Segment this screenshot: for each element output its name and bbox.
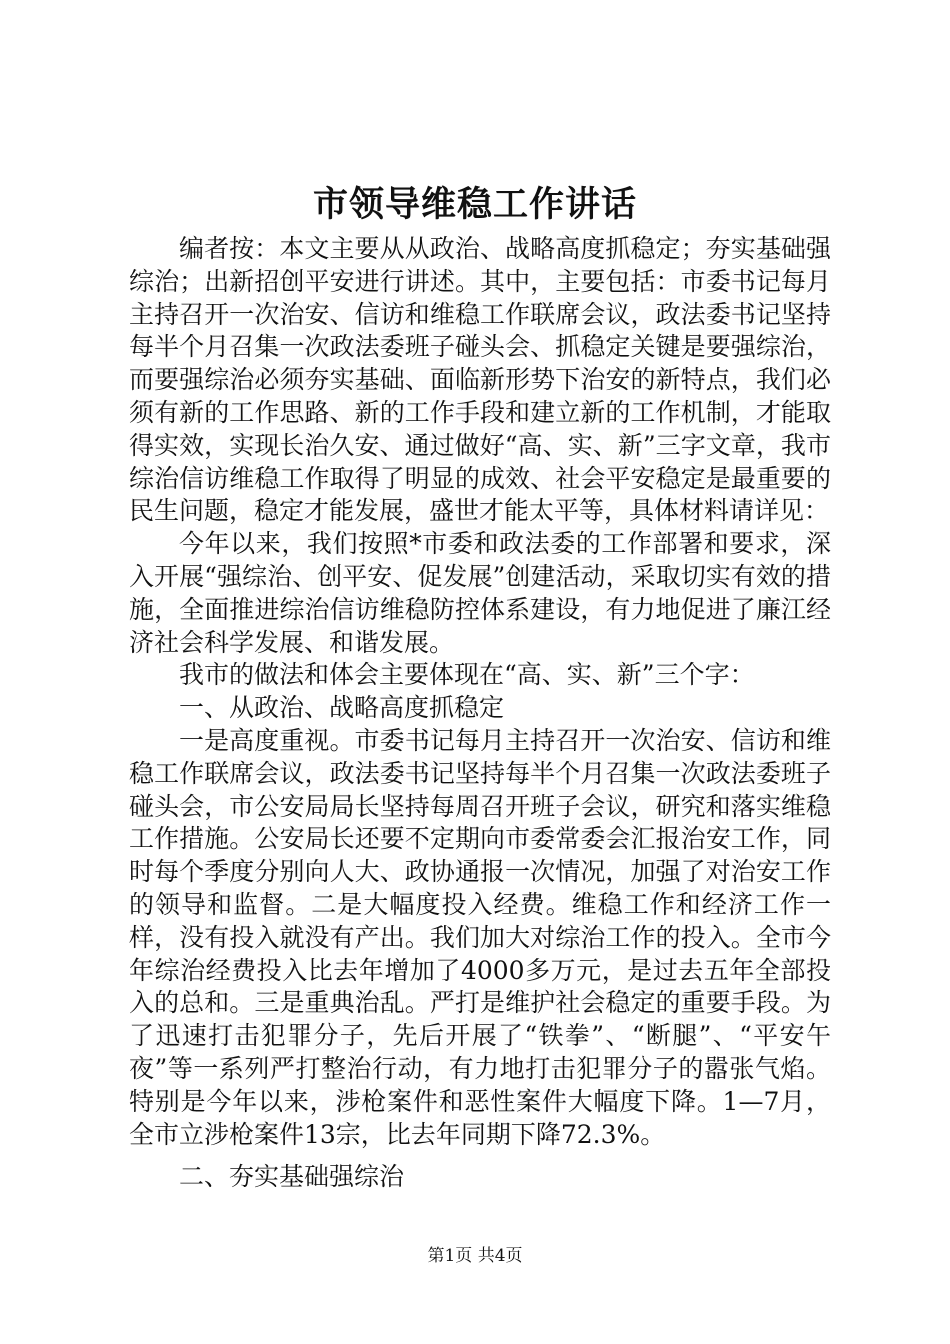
editor-note-paragraph: 编者按：本文主要从从政治、战略高度抓稳定；夯实基础强综治；出新招创平安进行讲述。其中，主要包括：市委书记每月主持召开一次治安、信访和维稳工作联席会议，政法委书记坚持每半个月召集一次政法委班子碰头会、抓稳定关键是要强综治，而要强综治必须夯实基础、面临新形势下治安的新特点，我们必须有新的工作思路、新的工作手段和建立新的工作机制，才能取得实效，实现长治久安、通过做好“高、实、新”三字文章，我市综治信访维稳工作取得了明显的成效、社会平安稳定是最重要的民生问题，稳定才能发展，盛世才能太平等，具体材料请详见： [129, 234, 831, 526]
section-heading-2: 二、夯实基础强综治 [179, 1162, 405, 1192]
summary-paragraph: 我市的做法和体会主要体现在“高、实、新”三个字： [179, 660, 755, 690]
section-heading-1: 一、从政治、战略高度抓稳定 [179, 693, 505, 723]
page-footer: 第1页 共4页 [427, 1246, 523, 1266]
section-1-paragraph: 一是高度重视。市委书记每月主持召开一次治安、信访和维稳工作联席会议，政法委书记坚持每半个月召集一次政法委班子碰头会，市公安局局长坚持每周召开班子会议，研究和落实维稳工作措施。公安局长还要不定期向市委常委会汇报治安工作，同时每个季度分别向人大、政协通报一次情况，加强了对治安工作的领导和监督。二是大幅度投入经费。维稳工作和经济工作一样，没有投入就没有产出。我们加大对综治工作的投入。全市今年综治经费投入比去年增加了4000多万元，是过去五年全部投入的总和。三是重典治乱。严打是维护社会稳定的重要手段。为了迅速打击犯罪分子，先后开展了“铁拳”、“断腿”、“平安午夜”等一系列严打整治行动，有力地打击犯罪分子的嚣张气焰。特别是今年以来，涉枪案件和恶性案件大幅度下降。1—7月，全市立涉枪案件13宗，比去年同期下降72.3%。 [129, 725, 831, 1149]
document-title: 市领导维稳工作讲话 [312, 184, 637, 225]
document-body [129, 233, 831, 1194]
intro-paragraph: 今年以来，我们按照*市委和政法委的工作部署和要求，深入开展“强综治、创平安、促发展”创建活动，采取切实有效的措施，全面推进综治信访维稳防控体系建设，有力地促进了廉江经济社会科学发展、和谐发展。 [129, 529, 831, 657]
